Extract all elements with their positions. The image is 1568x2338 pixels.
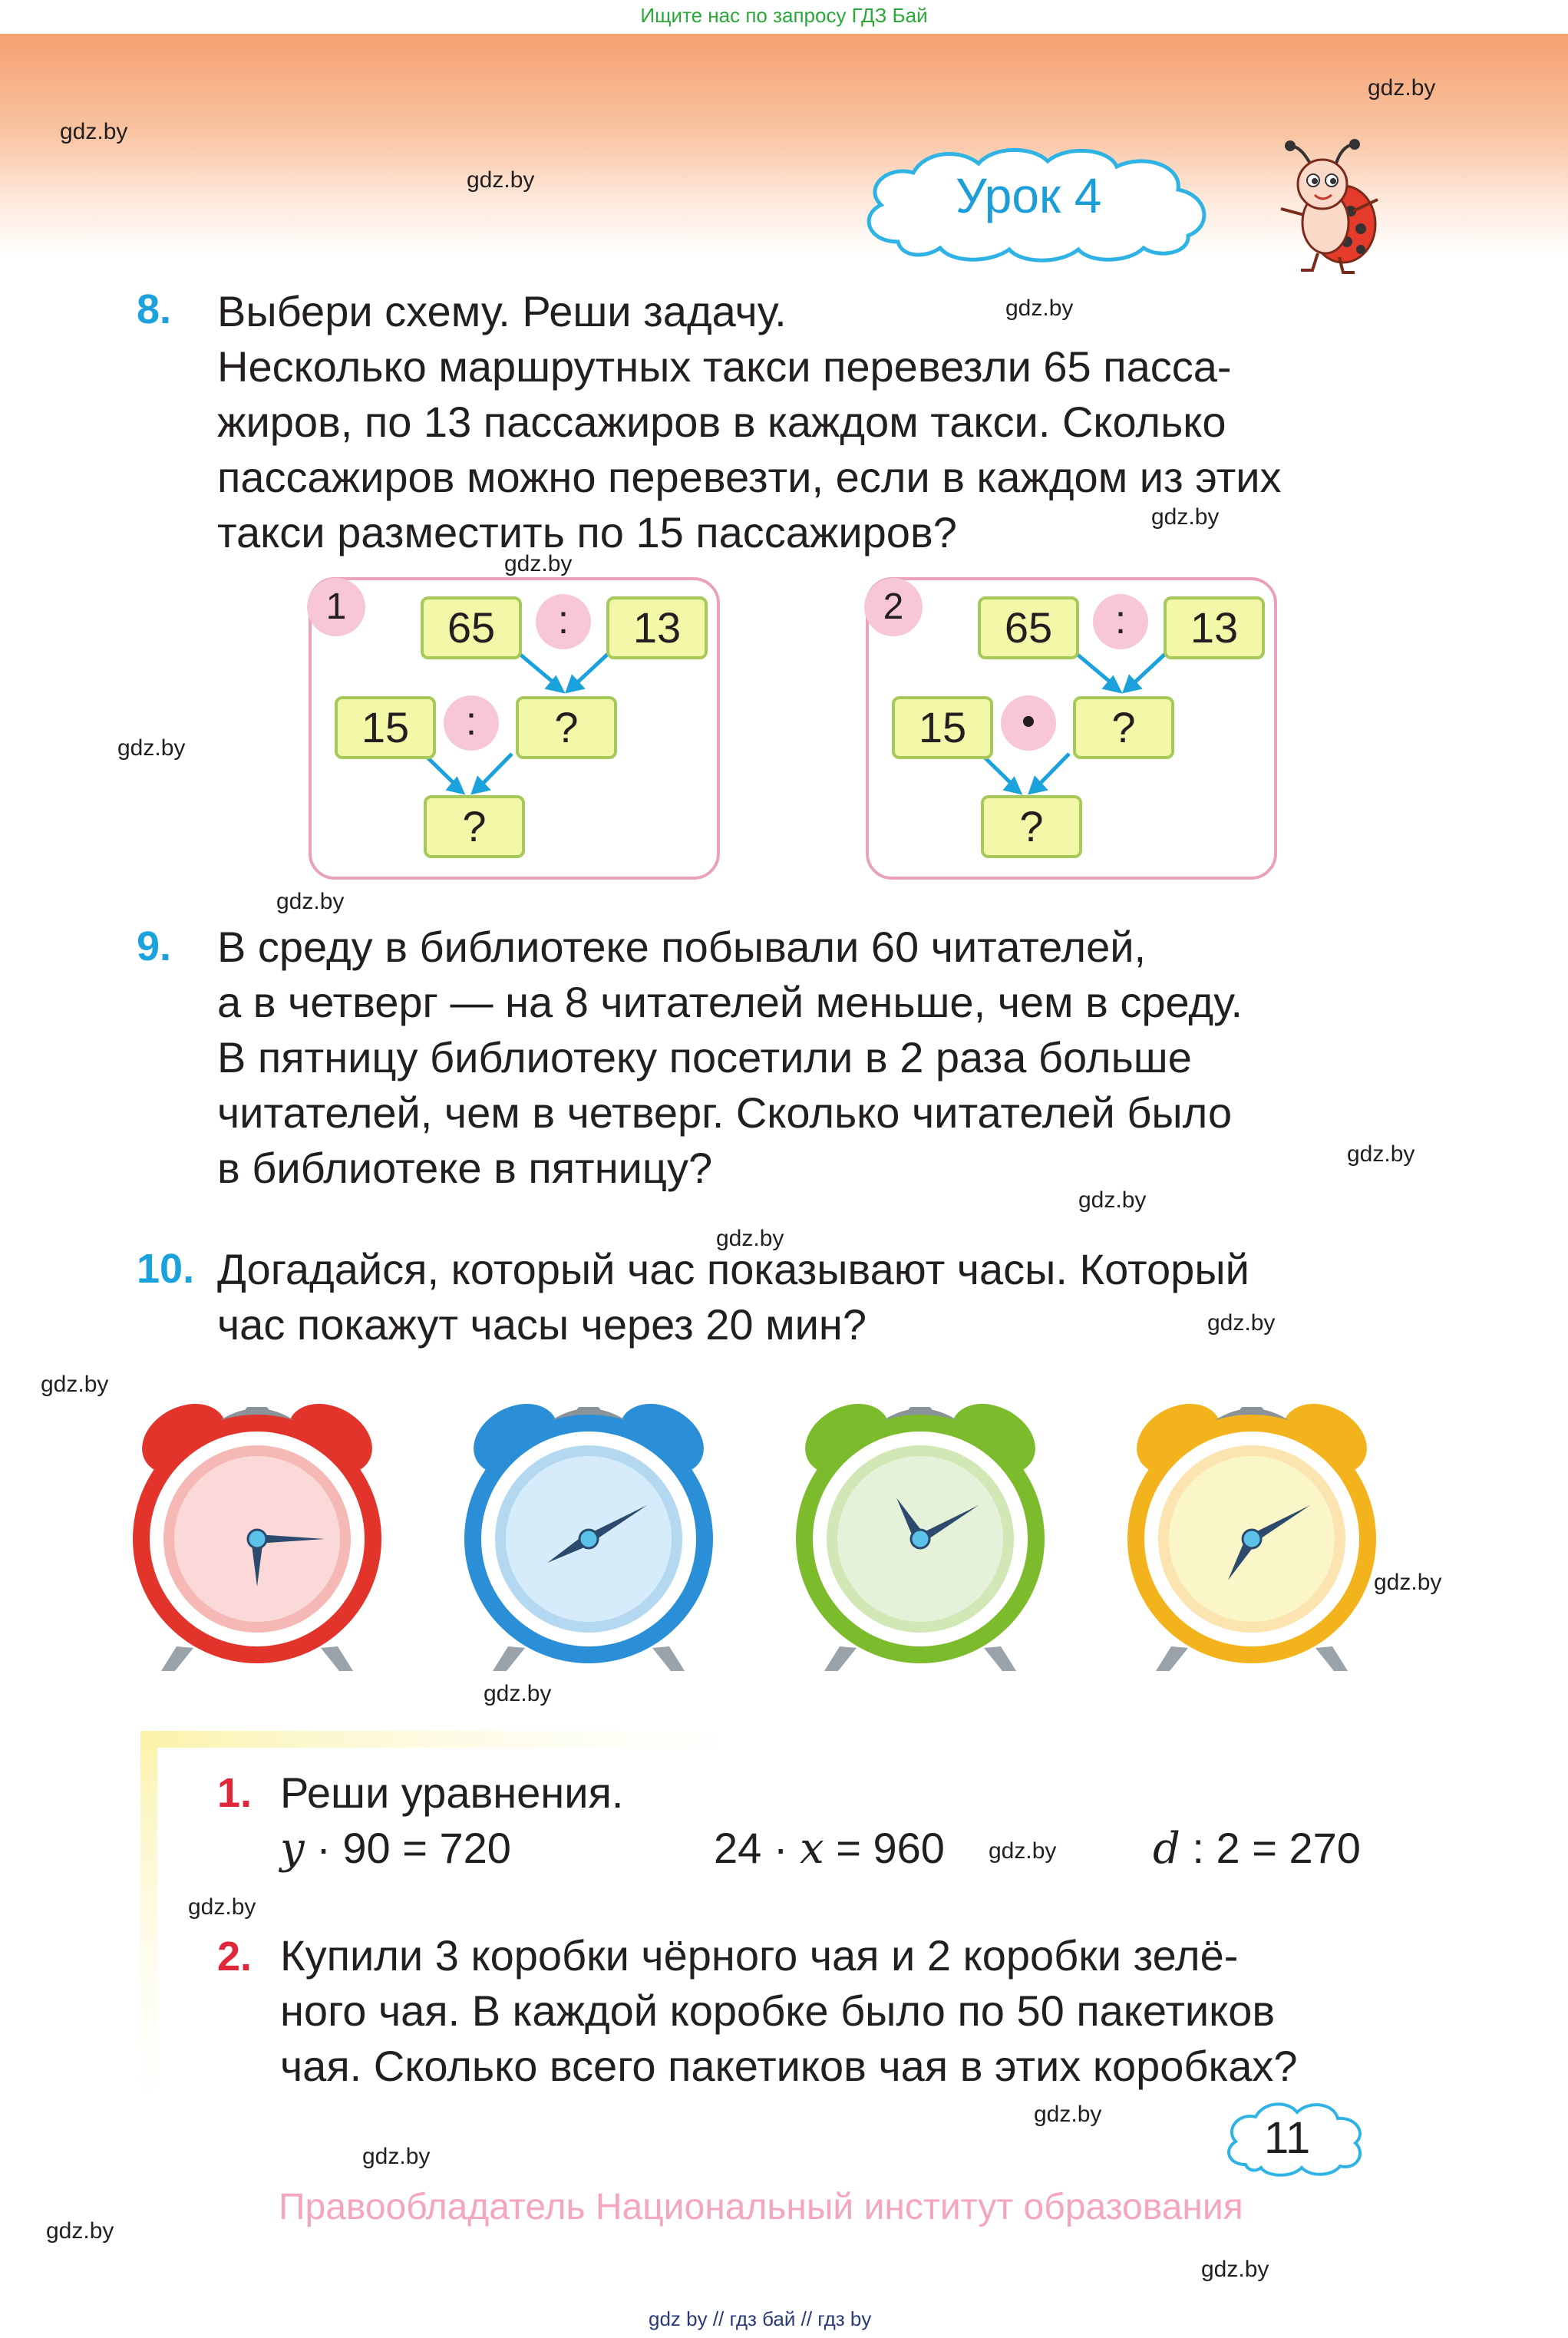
variable-x: x [800,1824,824,1874]
alarm-clock-blue [462,1378,715,1677]
task-8-number: 8. [137,286,172,332]
scheme-1-box-13: 13 [606,596,708,659]
clock-center-hub [579,1530,598,1548]
scheme-1-box-unknown: ? [516,696,617,759]
text-line: Догадайся, который час показывают часы. Который [217,1245,1249,1293]
clock-center-hub [1243,1530,1261,1548]
task-8-text [217,284,1361,560]
text-line: ного чая. В каждой коробке было по 50 пакетиков [280,1986,1276,2035]
scheme-2-box-65: 65 [978,596,1079,659]
equation-1-rest: · 90 = 720 [304,1824,511,1872]
watermark: gdz.by [46,2218,114,2244]
scheme-2-box-unknown: ? [1073,696,1174,759]
scheme-2-op-divide: : [1093,594,1148,649]
scheme-1-label: 1 [307,578,365,636]
alarm-clock-green [794,1378,1047,1677]
clock-leg [1315,1646,1348,1671]
watermark: gdz.by [1005,296,1074,321]
watermark: gdz.by [117,735,186,761]
text-line: час покажут часы через 20 мин? [217,1300,867,1349]
text-line: чая. Сколько всего пакетиков чая в этих коробках? [280,2042,1298,2090]
watermark: gdz.by [467,167,535,193]
scheme-2-box-15: 15 [892,696,993,759]
task-9-number: 9. [137,923,172,969]
watermark: gdz.by [60,119,128,144]
watermark: gdz.by [362,2144,431,2169]
review-task-2-number: 2. [217,1933,253,1980]
text-line: читателей, чем в четверг. Сколько читателей было [217,1088,1233,1137]
watermark: gdz.by [1034,2102,1102,2127]
watermark: gdz.by [1374,1570,1442,1595]
scheme-2-result: ? [981,795,1082,858]
equation-2-left: 24 · [714,1824,801,1872]
scheme-2-op-multiply: • [1001,695,1056,751]
review-task-1-title: Реши уравнения. [280,1768,624,1817]
clock-center-hub [911,1530,929,1548]
clock-leg [161,1646,193,1671]
watermark: gdz.by [504,551,573,576]
search-banner[interactable]: Ищите нас по запросу ГДЗ Бай [640,4,928,27]
watermark: gdz.by [1347,1141,1415,1167]
text-line: В среду в библиотеке побывали 60 читателей, [217,923,1147,971]
task-10-text [217,1242,1361,1352]
clock-leg [1156,1646,1188,1671]
text-line: жиров, по 13 пассажиров в каждом такси. Сколько [217,398,1226,446]
watermark: gdz.by [484,1681,552,1706]
review-task-1-number: 1. [217,1770,253,1816]
task-9-text [217,920,1361,1196]
watermark: gdz.by [41,1372,109,1397]
variable-d: d [1153,1824,1180,1874]
text-line: пассажиров можно перевезти, если в каждом из этих [217,453,1282,501]
variable-y: y [280,1824,305,1874]
page-number: 11 [1264,2113,1311,2163]
watermark: gdz.by [1151,504,1220,530]
alarm-clock-yellow [1125,1378,1378,1677]
scheme-1-result: ? [424,795,525,858]
watermark: gdz.by [1368,75,1436,101]
copyright-footer: Правообладатель Национальный институт образования [279,2187,1243,2227]
clock-leg [984,1646,1016,1671]
clocks-row [130,1378,1362,1677]
task-10-number: 10. [137,1246,195,1292]
clock-leg [321,1646,353,1671]
equation-1 [280,1821,511,1877]
text-line: В пятницу библиотеку посетили в 2 раза больше [217,1033,1192,1081]
scheme-1-box-65: 65 [421,596,522,659]
clock-leg [652,1646,685,1671]
watermark: gdz.by [276,889,345,914]
watermark: gdz.by [989,1838,1057,1864]
scheme-1-box-15: 15 [335,696,436,759]
text-line: Выбери схему. Реши задачу. [217,287,787,335]
text-line: Купили 3 коробки чёрного чая и 2 коробки зелё- [280,1931,1239,1980]
text-line: Несколько маршрутных такси перевезли 65 пасса- [217,342,1232,391]
lesson-title: Урок 4 [956,168,1102,223]
text-line: такси разместить по 15 пассажиров? [217,508,957,556]
alarm-clock-red [130,1378,384,1677]
text-line: в библиотеке в пятницу? [217,1144,713,1192]
watermark: gdz.by [1201,2257,1269,2282]
clock-leg [824,1646,857,1671]
ladybug-icon [1270,138,1385,276]
scheme-1-op-divide: : [536,594,591,649]
equation-2 [714,1821,945,1877]
equation-3-rest: : 2 = 270 [1180,1824,1361,1872]
scheme-1-op-divide-2: : [444,695,499,751]
watermark: gdz.by [1207,1310,1276,1336]
clock-leg [493,1646,525,1671]
clock-center-hub [248,1530,266,1548]
equation-3 [1153,1821,1361,1877]
scheme-2-label: 2 [864,578,923,636]
equation-2-rest: = 960 [824,1824,945,1872]
watermark: gdz.by [188,1894,256,1920]
watermark: gdz.by [716,1226,784,1251]
text-line: а в четверг — на 8 читателей меньше, чем в среду. [217,978,1243,1026]
scheme-2-box-13: 13 [1164,596,1265,659]
review-task-2-text [280,1928,1361,2094]
bottom-links[interactable]: gdz by // гдз бай // гдз by [649,2307,872,2330]
watermark: gdz.by [1078,1187,1147,1213]
